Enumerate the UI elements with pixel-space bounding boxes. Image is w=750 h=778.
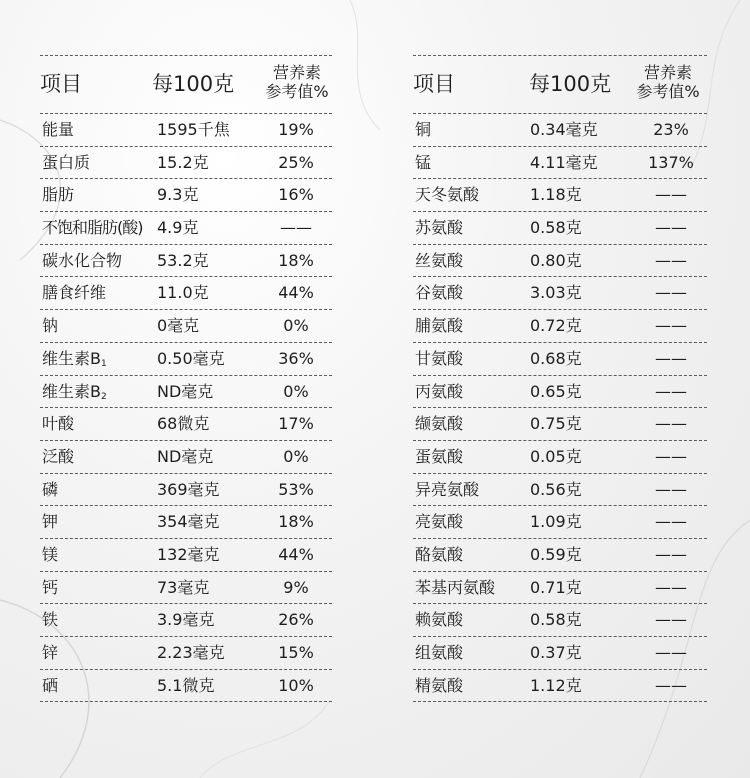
table-row: [413, 212, 707, 245]
nutrient-per-100g: 0.37克: [530, 643, 582, 662]
nutrient-per-100g: 0.34毫克: [530, 120, 598, 139]
nutrient-name-text: 维生素B: [42, 381, 101, 401]
nutrient-name: [415, 185, 479, 205]
nutrient-name: [415, 545, 463, 565]
nutrient-nrv: 10%: [278, 675, 314, 695]
table-row: [413, 114, 707, 147]
nutrient-name: [42, 382, 107, 407]
header-nrv-line2: 参考值%: [265, 82, 329, 101]
nutrient-nrv: 53%: [278, 479, 314, 499]
nutrient-name: [42, 218, 143, 238]
nutrient-nrv: ——: [655, 446, 687, 466]
nutrient-name: [415, 643, 463, 663]
nutrient-nrv: ——: [655, 479, 687, 499]
nutrient-nrv: ——: [655, 610, 687, 630]
table-row: [40, 474, 332, 507]
nutrient-per-100g: 1.18克: [530, 185, 582, 205]
table-row: [413, 147, 707, 180]
nutrient-nrv: ——: [655, 185, 687, 205]
header-per-100g: 每100克: [152, 72, 235, 96]
nutrient-name-text: 蛋氨酸: [415, 446, 464, 466]
table-row: [413, 670, 707, 703]
nutrient-name: [415, 610, 463, 630]
nutrient-name-text: 钾: [42, 512, 59, 532]
header-per-100g: 每100克: [529, 72, 612, 96]
nutrient-name-text: 锌: [42, 643, 59, 662]
nutrient-per-100g: 0.72克: [530, 316, 582, 336]
nutrient-name: [415, 512, 463, 532]
nutrient-name: [415, 676, 463, 696]
nutrient-name-text: 亮氨酸: [415, 512, 464, 532]
nutrient-nrv: ——: [280, 218, 312, 238]
nutrient-per-100g: 369毫克: [157, 479, 220, 499]
nutrient-nrv: 25%: [278, 152, 314, 172]
nutrient-name-text: 维生素B: [42, 348, 101, 368]
nutrient-name-text: 脯氨酸: [415, 316, 464, 336]
nutrient-name: [42, 414, 74, 434]
right-table-header: [413, 55, 707, 114]
nutrient-per-100g: 15.2克: [157, 152, 209, 172]
nutrient-name-text: 钙: [42, 577, 59, 597]
nutrient-name: [415, 153, 431, 173]
nutrient-name: [42, 480, 58, 500]
nutrient-per-100g: ND毫克: [157, 446, 214, 466]
nutrient-name-text: 组氨酸: [415, 643, 464, 662]
nutrient-name-text: 锰: [415, 152, 432, 172]
table-row: [40, 147, 332, 180]
nutrient-name: [415, 218, 463, 238]
nutrient-name-text: 膳食纤维: [42, 283, 107, 303]
nutrient-nrv: 44%: [278, 283, 314, 303]
nutrient-per-100g: ND毫克: [157, 381, 214, 401]
nutrient-per-100g: 0.75克: [530, 414, 582, 434]
nutrient-nrv: 17%: [278, 414, 314, 434]
header-item: 项目: [40, 72, 82, 96]
nutrient-nrv: ——: [655, 316, 687, 336]
table-row: [413, 245, 707, 278]
nutrient-name: [415, 414, 463, 434]
nutrient-nrv: ——: [655, 414, 687, 434]
nutrient-per-100g: 3.9毫克: [157, 610, 215, 630]
nutrient-name-text: 蛋白质: [42, 152, 91, 172]
nutrient-name: [42, 185, 74, 205]
nutrient-per-100g: 9.3克: [157, 185, 199, 205]
nutrient-name: [42, 578, 58, 598]
nutrient-name-text: 铁: [42, 610, 59, 630]
nutrient-name-text: 丙氨酸: [415, 381, 464, 401]
header-nrv-line1: 营养素: [272, 63, 321, 82]
right-table-body: [413, 114, 707, 702]
table-row: [413, 506, 707, 539]
nutrient-per-100g: 4.11毫克: [530, 152, 598, 172]
nutrient-nrv: 15%: [278, 643, 314, 662]
table-row: [413, 179, 707, 212]
nutrient-nrv: ——: [655, 544, 687, 564]
table-row: [40, 114, 332, 147]
nutrient-name: [415, 447, 463, 467]
nutrient-name: [415, 382, 463, 402]
nutrient-name-text: 苯基丙氨酸: [415, 577, 496, 597]
nutrient-nrv: 0%: [283, 446, 309, 466]
table-row: [413, 474, 707, 507]
table-row: [413, 637, 707, 670]
table-row: [40, 408, 332, 441]
table-row: [40, 277, 332, 310]
nutrient-nrv: ——: [655, 643, 687, 662]
nutrient-name: [415, 316, 463, 336]
nutrient-per-100g: 132毫克: [157, 544, 220, 564]
nutrient-name-text: 硒: [42, 675, 59, 695]
nutrient-name: [415, 120, 431, 140]
header-nrv-line2: 参考值%: [636, 82, 700, 101]
table-row: [413, 277, 707, 310]
nutrient-name-text: 叶酸: [42, 414, 75, 434]
nutrient-per-100g: 1.12克: [530, 675, 582, 695]
table-row: [40, 343, 332, 376]
nutrient-per-100g: 0.58克: [530, 218, 582, 238]
nutrient-nrv: 0%: [283, 316, 309, 336]
nutrient-name: [42, 643, 58, 663]
nutrient-name-text: 异亮氨酸: [415, 479, 480, 499]
nutrient-name-text: 缬氨酸: [415, 414, 464, 434]
table-row: [413, 604, 707, 637]
table-row: [40, 506, 332, 539]
header-item: 项目: [413, 72, 455, 96]
header-nrv: [255, 63, 339, 101]
nutrient-name: [42, 545, 58, 565]
nutrient-nrv: 18%: [278, 512, 314, 532]
nutrient-nrv: ——: [655, 381, 687, 401]
nutrient-name: [42, 120, 74, 140]
table-row: [413, 343, 707, 376]
header-nrv: [626, 63, 710, 101]
nutrient-nrv: ——: [655, 250, 687, 270]
left-nutrition-table: [40, 55, 332, 702]
nutrient-per-100g: 3.03克: [530, 283, 582, 303]
nutrient-per-100g: 1595千焦: [157, 120, 230, 139]
nutrient-name-text: 甘氨酸: [415, 348, 464, 368]
nutrient-nrv: ——: [655, 577, 687, 597]
right-nutrition-table: [413, 55, 707, 702]
nutrient-name: [42, 610, 58, 630]
nutrient-subscript: 1: [100, 358, 107, 369]
nutrient-name-text: 脂肪: [42, 185, 75, 205]
nutrient-name-text: 钠: [42, 316, 59, 336]
nutrient-name-text: 泛酸: [42, 446, 75, 466]
nutrient-nrv: 44%: [278, 544, 314, 564]
table-row: [40, 310, 332, 343]
nutrient-per-100g: 4.9克: [157, 218, 199, 238]
table-row: [413, 572, 707, 605]
table-row: [40, 376, 332, 409]
nutrient-per-100g: 2.23毫克: [157, 643, 225, 662]
table-row: [413, 408, 707, 441]
table-row: [413, 539, 707, 572]
nutrient-name: [415, 349, 463, 369]
nutrient-per-100g: 0.58克: [530, 610, 582, 630]
nutrient-name-text: 谷氨酸: [415, 283, 464, 303]
nutrient-name-text: 碳水化合物: [42, 250, 123, 270]
table-row: [413, 376, 707, 409]
nutrient-name-text: 磷: [42, 479, 59, 499]
nutrient-per-100g: 1.09克: [530, 512, 582, 532]
table-row: [413, 441, 707, 474]
nutrient-nrv: 18%: [278, 250, 314, 270]
left-table-header: [40, 55, 332, 114]
nutrient-nrv: 9%: [283, 577, 309, 597]
table-row: [40, 539, 332, 572]
nutrient-per-100g: 68微克: [157, 414, 210, 434]
nutrient-name: [42, 676, 58, 696]
nutrient-nrv: 23%: [653, 120, 689, 139]
table-row: [40, 604, 332, 637]
nutrient-subscript: 2: [100, 391, 107, 402]
nutrient-per-100g: 0.50毫克: [157, 348, 225, 368]
table-row: [40, 179, 332, 212]
table-row: [40, 245, 332, 278]
table-row: [413, 310, 707, 343]
nutrient-name: [42, 512, 58, 532]
nutrient-name: [415, 480, 479, 500]
nutrient-nrv: 36%: [278, 348, 314, 368]
nutrient-name: [415, 283, 463, 303]
nutrient-per-100g: 0.71克: [530, 577, 582, 597]
nutrient-per-100g: 0.59克: [530, 544, 582, 564]
nutrient-name: [42, 153, 90, 173]
table-row: [40, 572, 332, 605]
nutrient-name-text: 镁: [42, 544, 59, 564]
nutrient-per-100g: 354毫克: [157, 512, 220, 532]
nutrient-name: [42, 251, 122, 271]
nutrient-name-text: 能量: [42, 120, 75, 139]
table-row: [40, 637, 332, 670]
table-row: [40, 670, 332, 703]
table-row: [40, 441, 332, 474]
nutrient-nrv: ——: [655, 675, 687, 695]
nutrient-name-text: 丝氨酸: [415, 250, 464, 270]
nutrient-per-100g: 0毫克: [157, 316, 200, 336]
nutrient-per-100g: 0.56克: [530, 479, 582, 499]
nutrient-nrv: 26%: [278, 610, 314, 630]
nutrient-nrv: ——: [655, 218, 687, 238]
header-nrv-line1: 营养素: [643, 63, 692, 82]
nutrient-name-text: 不饱和脂肪(酸): [42, 218, 143, 238]
nutrient-name: [42, 447, 74, 467]
nutrient-per-100g: 0.68克: [530, 348, 582, 368]
nutrient-per-100g: 11.0克: [157, 283, 209, 303]
nutrient-per-100g: 0.05克: [530, 446, 582, 466]
nutrient-name-text: 精氨酸: [415, 675, 464, 695]
nutrient-name: [42, 283, 106, 303]
nutrient-name: [42, 349, 107, 374]
nutrient-name: [415, 251, 463, 271]
nutrient-name: [42, 316, 58, 336]
nutrient-name-text: 天冬氨酸: [415, 185, 480, 205]
table-row: [40, 212, 332, 245]
nutrient-nrv: ——: [655, 348, 687, 368]
nutrient-nrv: ——: [655, 283, 687, 303]
nutrient-nrv: ——: [655, 512, 687, 532]
nutrient-name-text: 苏氨酸: [415, 218, 464, 238]
nutrient-name-text: 铜: [415, 120, 432, 139]
nutrient-name-text: 酪氨酸: [415, 544, 464, 564]
nutrient-per-100g: 53.2克: [157, 250, 209, 270]
nutrient-per-100g: 5.1微克: [157, 675, 215, 695]
nutrient-nrv: 137%: [648, 152, 694, 172]
nutrient-per-100g: 0.65克: [530, 381, 582, 401]
nutrient-name-text: 赖氨酸: [415, 610, 464, 630]
nutrient-per-100g: 73毫克: [157, 577, 210, 597]
nutrient-nrv: 0%: [283, 381, 309, 401]
left-table-body: [40, 114, 332, 702]
nutrient-nrv: 19%: [278, 120, 314, 139]
nutrient-name: [415, 578, 495, 598]
nutrient-nrv: 16%: [278, 185, 314, 205]
nutrient-per-100g: 0.80克: [530, 250, 582, 270]
